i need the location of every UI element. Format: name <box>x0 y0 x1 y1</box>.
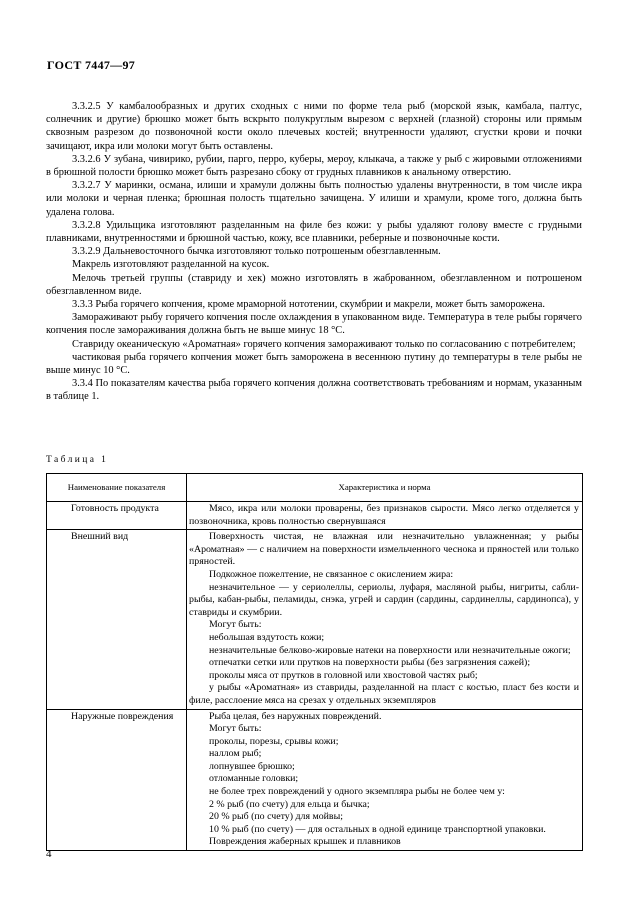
characteristic-line: у рыбы «Ароматная» из ставриды, разделанной на пласт с костью, пласт без кости и филе, расслоение мяса на срезах у отдельных экземпляров <box>189 682 579 706</box>
paragraph: Ставриду океаническую «Ароматная» горячего копчения замораживают только по согласованию с потребителем; <box>72 338 576 350</box>
column-header-characteristic: Характеристика и норма <box>187 474 583 502</box>
characteristic-line: незначительное — у сериолеллы, сериолы, луфаря, масляной рыбы, нигриты, сабли-рыбы, кабан-рыбы, пеламиды, снэка, угрей и сардин (сардины, сардинеллы, сардинопса), у ставриды и скумбрии. <box>189 581 579 618</box>
paragraph: Мелочь третьей группы (ставриду и хек) можно изготовлять в жаброванном, обезглавленном и потрошеном обезглавленном виде. <box>46 272 582 297</box>
characteristic-line: не более трех повреждений у одного экземпляра рыбы не более чем у: <box>209 786 505 798</box>
characteristic-line: проколы мяса от прутков в головной или хвостовой частях рыб; <box>209 669 478 681</box>
characteristic-line: Подкожное пожелтение, не связанное с окислением жира: <box>209 568 454 580</box>
characteristic-line: небольшая вздутость кожи; <box>209 631 325 643</box>
table-row <box>47 502 583 530</box>
paragraph: 3.3.2.6 У зубана, чивирико, рубии, парго, перро, куберы, мероу, клыкача, а также у рыб с жировыми отложениями в брюшной полости брюшко может быть разрезано сбоку от грудных плавников к анальному отверстию. <box>46 153 582 179</box>
characteristic-line: отломанные головки; <box>209 773 299 785</box>
table-row <box>47 709 583 851</box>
column-header-indicator: Наименование показателя <box>47 474 187 502</box>
characteristic-line: лопнувшее брюшко; <box>209 760 295 772</box>
characteristic-line: незначительные белково-жировые натеки на поверхности или незначительные ожоги; <box>209 644 571 656</box>
characteristic-line: Поверхность чистая, не влажная или незначительно увлажненная; у рыбы «Ароматная» — с наличием на поверхности измельченного чеснока и пряностей или только пряностей. <box>189 531 579 568</box>
indicator-name: Внешний вид <box>47 530 187 709</box>
page-number: 4 <box>46 848 52 860</box>
characteristic-line: Могут быть: <box>209 619 262 631</box>
paragraph: Замораживают рыбу горячего копчения после охлаждения в упакованном виде. Температура в теле рыбы горячего копчения после замораживания должна быть не выше минус 18 °С. <box>46 312 582 337</box>
characteristic-line: 20 % рыб (по счету) для мойвы; <box>209 811 343 823</box>
table-header-row <box>47 474 583 502</box>
characteristic-line: Мясо, икра или молоки проварены, без признаков сырости. Мясо легко отделяется у позвоночника, кровь полностью свернувшаяся <box>189 503 579 527</box>
characteristic-cell <box>187 709 583 851</box>
characteristic-cell <box>187 502 583 530</box>
paragraph: 3.3.2.7 У маринки, османа, илиши и храмули должны быть полностью удалены внутренности, в том числе икра или молоки и черная пленка; брюшная полость тщательно зачищена. У илиши и храмули, кроме того, должна быть удалена голова. <box>46 180 582 218</box>
paragraph: 3.3.2.9 Дальневосточного бычка изготовляют только потрошеным обезглавленным. <box>72 246 441 258</box>
paragraph: 3.3.2.8 Удильщика изготовляют разделанным на филе без кожи: у рыбы удаляют голову вместе с грудными плавниками, внутренностями и брюшной частью, кожу, все плавники, реберные и позвоночные кости. <box>46 219 582 245</box>
characteristic-line: 2 % рыб (по счету) для ельца и бычка; <box>209 798 370 810</box>
body-text <box>46 100 582 404</box>
paragraph: Макрель изготовляют разделанной на кусок. <box>72 259 270 271</box>
paragraph: частиковая рыба горячего копчения может быть заморожена в весеннюю путину до температуры в теле рыбы не выше минус 10 °С. <box>46 351 582 377</box>
characteristic-line: 10 % рыб (по счету) — для остальных в одной единице транспортной упаковки. <box>209 823 546 835</box>
paragraph: 3.3.4 По показателям качества рыба горячего копчения должна соответствовать требованиям и нормам, указанным в таблице 1. <box>46 378 582 403</box>
characteristic-line: отпечатки сетки или прутков на поверхности рыбы (без загрязнения сажей); <box>209 657 531 669</box>
characteristic-line: проколы, порезы, срывы кожи; <box>209 735 339 747</box>
characteristic-line: наллом рыб; <box>209 748 262 760</box>
quality-table <box>46 473 583 851</box>
paragraph: 3.3.2.5 У камбалообразных и других сходных с ними по форме тела рыб (морской язык, камбала, палтус, солнечник и другие) брюшко может быть вскрыто полукруглым вырезом с верхней (глазной) стороны или прямым сквозным разрезом до позвоночной кости около плечевых костей; внутренности удаляют, сгустки крови и почки зачищают, икра или молоки могут быть оставлены. <box>46 101 582 152</box>
characteristic-cell <box>187 530 583 709</box>
paragraph: 3.3.3 Рыба горячего копчения, кроме мраморной нототении, скумбрии и макрели, может быть заморожена. <box>72 299 545 311</box>
characteristic-line: Рыба целая, без наружных повреждений. <box>209 710 382 722</box>
characteristic-line: Могут быть: <box>209 723 262 735</box>
indicator-name: Готовность продукта <box>47 502 187 530</box>
indicator-name: Наружные повреждения <box>47 709 187 851</box>
document-header: ГОСТ 7447—97 <box>47 58 136 72</box>
table-row <box>47 530 583 709</box>
characteristic-line: Повреждения жаберных крышек и плавников <box>209 836 401 848</box>
table-caption: Таблица 1 <box>46 455 109 465</box>
